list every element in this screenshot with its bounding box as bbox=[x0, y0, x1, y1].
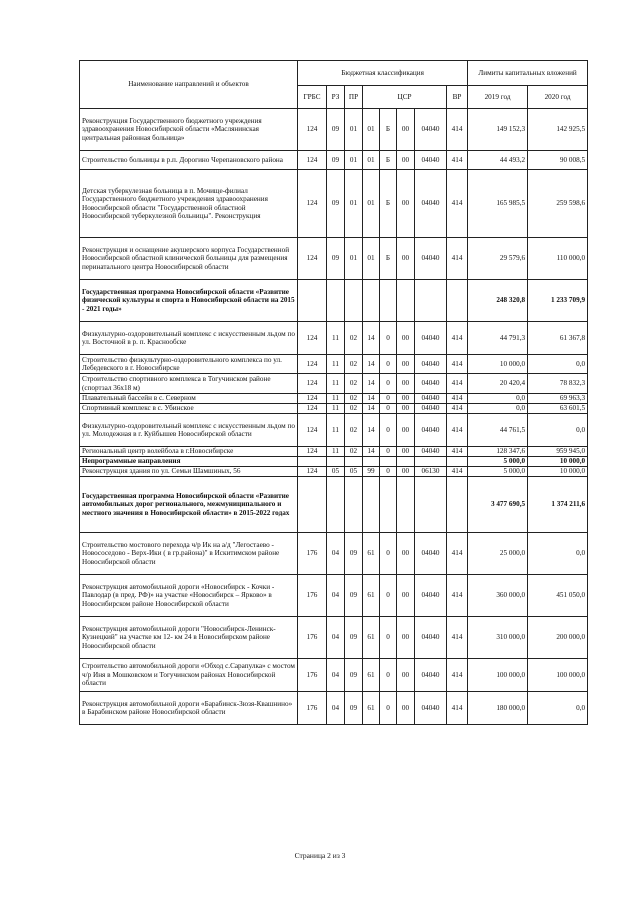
limit-2020-cell: 100 000,0 bbox=[528, 659, 588, 692]
limit-2019-cell: 3 477 690,5 bbox=[468, 477, 528, 533]
csr-subprogram-cell: 0 bbox=[380, 414, 397, 447]
csr-subprogram-cell: 0 bbox=[380, 447, 397, 457]
rz-cell: 11 bbox=[327, 447, 345, 457]
vr-cell bbox=[447, 280, 468, 322]
csr-program-cell: 61 bbox=[363, 575, 380, 617]
name-column-header: Наименование направлений и объектов bbox=[80, 61, 298, 109]
csr-subprogram-cell: 0 bbox=[380, 467, 397, 477]
grbs-cell: 124 bbox=[298, 151, 327, 170]
csr-program-cell: 14 bbox=[363, 355, 380, 374]
rz-cell bbox=[327, 477, 345, 533]
vr-cell bbox=[447, 477, 468, 533]
pr-header: ПР bbox=[345, 86, 363, 109]
limit-2019-cell: 100 000,0 bbox=[468, 659, 528, 692]
limit-2020-cell: 0,0 bbox=[528, 355, 588, 374]
csr-program-cell: 99 bbox=[363, 467, 380, 477]
limit-2019-cell: 310 000,0 bbox=[468, 617, 528, 659]
limit-2019-cell: 44 791,3 bbox=[468, 322, 528, 355]
table-row bbox=[80, 151, 588, 170]
limit-2020-cell: 0,0 bbox=[528, 692, 588, 725]
csr-direction-cell: 04040 bbox=[415, 109, 447, 151]
vr-cell: 414 bbox=[447, 374, 468, 394]
pr-cell: 02 bbox=[345, 394, 363, 404]
year-2019-header: 2019 год bbox=[468, 86, 528, 109]
vr-cell: 414 bbox=[447, 394, 468, 404]
csr-program-cell: 01 bbox=[363, 109, 380, 151]
grbs-cell bbox=[298, 457, 327, 467]
csr-direction-cell bbox=[415, 457, 447, 467]
csr-program-cell: 14 bbox=[363, 374, 380, 394]
csr-direction-cell bbox=[415, 280, 447, 322]
limit-2020-cell: 10 000,0 bbox=[528, 467, 588, 477]
csr-direction-cell: 04040 bbox=[415, 170, 447, 238]
limit-2020-cell: 63 601,5 bbox=[528, 404, 588, 414]
object-name: Плавательный бассейн в с. Северном bbox=[80, 394, 298, 404]
csr-subprogram-cell bbox=[380, 477, 397, 533]
limit-2019-cell: 10 000,0 bbox=[468, 355, 528, 374]
rz-cell bbox=[327, 280, 345, 322]
limit-2019-cell: 44 493,2 bbox=[468, 151, 528, 170]
vr-cell: 414 bbox=[447, 447, 468, 457]
limit-2020-cell: 110 000,0 bbox=[528, 238, 588, 280]
pr-cell: 09 bbox=[345, 659, 363, 692]
csr-event-cell: 00 bbox=[397, 109, 415, 151]
rz-cell: 09 bbox=[327, 170, 345, 238]
object-name: Государственная программа Новосибирской области «Развитие автомобильных дорог регионального, межмуниципального и местного значения в Новосибирской области» в 2015-2022 годах bbox=[80, 477, 298, 533]
rz-cell: 04 bbox=[327, 692, 345, 725]
object-name: Строительство больницы в р.п. Дорогино Черепановского района bbox=[80, 151, 298, 170]
rz-cell bbox=[327, 457, 345, 467]
csr-direction-cell: 04040 bbox=[415, 447, 447, 457]
csr-direction-cell: 04040 bbox=[415, 617, 447, 659]
csr-subprogram-cell: 0 bbox=[380, 692, 397, 725]
rz-cell: 11 bbox=[327, 355, 345, 374]
pr-cell: 09 bbox=[345, 575, 363, 617]
csr-program-cell: 14 bbox=[363, 404, 380, 414]
csr-program-cell: 14 bbox=[363, 394, 380, 404]
csr-direction-cell bbox=[415, 477, 447, 533]
rz-cell: 04 bbox=[327, 659, 345, 692]
pr-cell bbox=[345, 457, 363, 467]
vr-cell: 414 bbox=[447, 151, 468, 170]
csr-subprogram-cell: Б bbox=[380, 238, 397, 280]
csr-subprogram-cell: 0 bbox=[380, 659, 397, 692]
table-body bbox=[80, 109, 588, 725]
vr-cell: 414 bbox=[447, 355, 468, 374]
csr-direction-cell: 04040 bbox=[415, 414, 447, 447]
vr-cell: 414 bbox=[447, 109, 468, 151]
page-footer: Страница 2 из 3 bbox=[294, 851, 346, 860]
csr-subprogram-cell: 0 bbox=[380, 575, 397, 617]
limit-2020-cell: 142 925,5 bbox=[528, 109, 588, 151]
vr-cell: 414 bbox=[447, 238, 468, 280]
limit-2020-cell: 10 000,0 bbox=[528, 457, 588, 467]
grbs-cell bbox=[298, 280, 327, 322]
grbs-cell: 124 bbox=[298, 374, 327, 394]
rz-cell: 11 bbox=[327, 374, 345, 394]
pr-cell: 01 bbox=[345, 238, 363, 280]
object-name: Строительство автомобильной дороги «Обход с.Сарапулка» с мостом ч/р Иня в Мошковском и Тогучинском районах Новосибирской области bbox=[80, 659, 298, 692]
limit-2020-cell: 259 598,6 bbox=[528, 170, 588, 238]
csr-event-cell: 00 bbox=[397, 575, 415, 617]
table-row bbox=[80, 447, 588, 457]
csr-event-cell: 00 bbox=[397, 404, 415, 414]
table-row bbox=[80, 659, 588, 692]
vr-cell: 414 bbox=[447, 414, 468, 447]
csr-subprogram-cell: 0 bbox=[380, 394, 397, 404]
csr-event-cell: 00 bbox=[397, 170, 415, 238]
csr-direction-cell: 04040 bbox=[415, 659, 447, 692]
grbs-cell: 124 bbox=[298, 447, 327, 457]
object-name: Реконструкция автомобильной дороги «Барабинск-Зюзя-Квашнино» в Барабинском районе Новосибирской области bbox=[80, 692, 298, 725]
table-row bbox=[80, 533, 588, 575]
limit-2019-cell: 248 320,8 bbox=[468, 280, 528, 322]
grbs-cell: 124 bbox=[298, 467, 327, 477]
csr-direction-cell: 04040 bbox=[415, 575, 447, 617]
object-name: Реконструкция Государственного бюджетного учреждения здравоохранения Новосибирской области «Маслянинская центральная районная больница» bbox=[80, 109, 298, 151]
csr-subprogram-cell: 0 bbox=[380, 617, 397, 659]
csr-program-cell: 14 bbox=[363, 447, 380, 457]
csr-subprogram-cell: 0 bbox=[380, 533, 397, 575]
csr-event-cell: 00 bbox=[397, 394, 415, 404]
vr-cell: 414 bbox=[447, 170, 468, 238]
csr-program-cell: 61 bbox=[363, 533, 380, 575]
object-name: Строительство физкультурно-оздоровительного комплекса по ул. Лебедевского в г. Новосибирске bbox=[80, 355, 298, 374]
table-row bbox=[80, 692, 588, 725]
object-name: Региональный центр волейбола в г.Новосибирске bbox=[80, 447, 298, 457]
pr-cell: 01 bbox=[345, 109, 363, 151]
pr-cell bbox=[345, 280, 363, 322]
object-name: Физкультурно-оздоровительный комплекс с искусственным льдом по ул. Молодежная в г. Куйбышев Новосибирской области bbox=[80, 414, 298, 447]
grbs-cell: 124 bbox=[298, 404, 327, 414]
limit-2020-cell: 0,0 bbox=[528, 414, 588, 447]
grbs-cell: 176 bbox=[298, 575, 327, 617]
pr-cell bbox=[345, 477, 363, 533]
limit-2020-cell: 0,0 bbox=[528, 533, 588, 575]
csr-direction-cell: 04040 bbox=[415, 355, 447, 374]
vr-cell: 414 bbox=[447, 533, 468, 575]
limit-2019-cell: 180 000,0 bbox=[468, 692, 528, 725]
table-row bbox=[80, 394, 588, 404]
rz-cell: 11 bbox=[327, 404, 345, 414]
grbs-cell: 176 bbox=[298, 692, 327, 725]
csr-direction-cell: 04040 bbox=[415, 533, 447, 575]
grbs-cell: 124 bbox=[298, 238, 327, 280]
pr-cell: 02 bbox=[345, 404, 363, 414]
vr-cell: 414 bbox=[447, 617, 468, 659]
grbs-header: ГРБС bbox=[298, 86, 327, 109]
budget-table bbox=[79, 60, 588, 725]
pr-cell: 01 bbox=[345, 151, 363, 170]
table-row bbox=[80, 477, 588, 533]
csr-program-cell: 01 bbox=[363, 238, 380, 280]
object-name: Государственная программа Новосибирской области «Развитие физической культуры и спорта в Новосибирской области на 2015 - 2021 годы» bbox=[80, 280, 298, 322]
table-row bbox=[80, 322, 588, 355]
csr-event-cell bbox=[397, 457, 415, 467]
csr-subprogram-cell: Б bbox=[380, 151, 397, 170]
table-row bbox=[80, 404, 588, 414]
vr-cell: 414 bbox=[447, 659, 468, 692]
csr-direction-cell: 04040 bbox=[415, 151, 447, 170]
table-row bbox=[80, 355, 588, 374]
vr-header: ВР bbox=[447, 86, 468, 109]
csr-program-cell: 14 bbox=[363, 414, 380, 447]
limit-2020-cell: 90 008,5 bbox=[528, 151, 588, 170]
csr-subprogram-cell: 0 bbox=[380, 374, 397, 394]
rz-cell: 04 bbox=[327, 575, 345, 617]
rz-header: РЗ bbox=[327, 86, 345, 109]
csr-event-cell: 00 bbox=[397, 322, 415, 355]
csr-subprogram-cell: 0 bbox=[380, 322, 397, 355]
csr-program-cell: 61 bbox=[363, 692, 380, 725]
csr-program-cell bbox=[363, 280, 380, 322]
limit-2019-cell: 5 000,0 bbox=[468, 457, 528, 467]
table-row bbox=[80, 617, 588, 659]
csr-header: ЦСР bbox=[363, 86, 447, 109]
object-name: Реконструкция автомобильной дороги «Новосибирск - Кочки - Павлодар (в пред. РФ)» на участке «Новосибирск – Ярково» в Новосибирском районе Новосибирской области bbox=[80, 575, 298, 617]
csr-subprogram-cell: 0 bbox=[380, 355, 397, 374]
csr-direction-cell: 04040 bbox=[415, 322, 447, 355]
csr-direction-cell: 04040 bbox=[415, 692, 447, 725]
budget-classification-header: Бюджетная классификация bbox=[298, 61, 468, 86]
limit-2020-cell: 1 374 211,6 bbox=[528, 477, 588, 533]
pr-cell: 02 bbox=[345, 447, 363, 457]
object-name: Физкультурно-оздоровительный комплекс с искусственным льдом по ул. Восточной в р. п. Краснообске bbox=[80, 322, 298, 355]
grbs-cell: 176 bbox=[298, 533, 327, 575]
rz-cell: 09 bbox=[327, 151, 345, 170]
csr-subprogram-cell: 0 bbox=[380, 404, 397, 414]
vr-cell: 414 bbox=[447, 692, 468, 725]
limits-header: Лимиты капитальных вложений bbox=[468, 61, 588, 86]
csr-event-cell: 00 bbox=[397, 238, 415, 280]
limit-2019-cell: 360 000,0 bbox=[468, 575, 528, 617]
limit-2019-cell: 5 000,0 bbox=[468, 467, 528, 477]
csr-direction-cell: 04040 bbox=[415, 374, 447, 394]
vr-cell bbox=[447, 457, 468, 467]
object-name: Реконструкция автомобильной дороги "Новосибирск-Ленинск-Кузнецкий" на участке км 12- км 24 в Новосибирском районе Новосибирской области bbox=[80, 617, 298, 659]
rz-cell: 09 bbox=[327, 238, 345, 280]
limit-2020-cell: 69 963,3 bbox=[528, 394, 588, 404]
rz-cell: 04 bbox=[327, 617, 345, 659]
csr-event-cell: 00 bbox=[397, 533, 415, 575]
limit-2019-cell: 29 579,6 bbox=[468, 238, 528, 280]
object-name: Непрограммные направления bbox=[80, 457, 298, 467]
pr-cell: 05 bbox=[345, 467, 363, 477]
csr-event-cell: 00 bbox=[397, 467, 415, 477]
pr-cell: 02 bbox=[345, 414, 363, 447]
csr-event-cell: 00 bbox=[397, 617, 415, 659]
limit-2020-cell: 1 233 709,9 bbox=[528, 280, 588, 322]
year-2020-header: 2020 год bbox=[528, 86, 588, 109]
csr-event-cell: 00 bbox=[397, 414, 415, 447]
vr-cell: 414 bbox=[447, 322, 468, 355]
limit-2019-cell: 20 420,4 bbox=[468, 374, 528, 394]
csr-event-cell: 00 bbox=[397, 692, 415, 725]
grbs-cell: 124 bbox=[298, 322, 327, 355]
csr-program-cell: 14 bbox=[363, 322, 380, 355]
pr-cell: 01 bbox=[345, 170, 363, 238]
grbs-cell: 124 bbox=[298, 109, 327, 151]
grbs-cell: 124 bbox=[298, 355, 327, 374]
grbs-cell bbox=[298, 477, 327, 533]
pr-cell: 09 bbox=[345, 617, 363, 659]
table-row bbox=[80, 109, 588, 151]
csr-event-cell bbox=[397, 477, 415, 533]
grbs-cell: 124 bbox=[298, 414, 327, 447]
table-row bbox=[80, 414, 588, 447]
table-row bbox=[80, 575, 588, 617]
rz-cell: 11 bbox=[327, 394, 345, 404]
grbs-cell: 124 bbox=[298, 170, 327, 238]
limit-2019-cell: 44 761,5 bbox=[468, 414, 528, 447]
csr-program-cell: 61 bbox=[363, 659, 380, 692]
object-name: Строительство мостового перехода ч/р Ик на а/д "Легостаево - Новососедово - Верх-Ики ( в гр.района)" в Искитимском районе Новосибирской области bbox=[80, 533, 298, 575]
csr-direction-cell: 06130 bbox=[415, 467, 447, 477]
csr-event-cell: 00 bbox=[397, 447, 415, 457]
limit-2020-cell: 61 367,8 bbox=[528, 322, 588, 355]
csr-program-cell: 61 bbox=[363, 617, 380, 659]
limit-2019-cell: 0,0 bbox=[468, 394, 528, 404]
grbs-cell: 176 bbox=[298, 617, 327, 659]
grbs-cell: 176 bbox=[298, 659, 327, 692]
rz-cell: 05 bbox=[327, 467, 345, 477]
rz-cell: 04 bbox=[327, 533, 345, 575]
table-row bbox=[80, 374, 588, 394]
vr-cell: 414 bbox=[447, 467, 468, 477]
limit-2019-cell: 0,0 bbox=[468, 404, 528, 414]
rz-cell: 11 bbox=[327, 322, 345, 355]
csr-subprogram-cell bbox=[380, 457, 397, 467]
limit-2019-cell: 25 000,0 bbox=[468, 533, 528, 575]
csr-program-cell: 01 bbox=[363, 170, 380, 238]
pr-cell: 09 bbox=[345, 533, 363, 575]
limit-2020-cell: 200 000,0 bbox=[528, 617, 588, 659]
object-name: Реконструкция и оснащение акушерского корпуса Государственной Новосибирской областной клинической больницы для размещения перинатального центра Новосибирской области bbox=[80, 238, 298, 280]
table-row bbox=[80, 170, 588, 238]
object-name: Строительство спортивного комплекса в Тогучинском районе (спортзал 36х18 м) bbox=[80, 374, 298, 394]
csr-subprogram-cell: Б bbox=[380, 170, 397, 238]
table-row bbox=[80, 467, 588, 477]
pr-cell: 09 bbox=[345, 692, 363, 725]
object-name: Детская туберкулезная больница в п. Мочище-филиал Государственного бюджетного учреждения здравоохранения Новосибирской области "Государственной областной Новосибирской туберкулезной больницы". Реконструкция bbox=[80, 170, 298, 238]
csr-event-cell: 00 bbox=[397, 355, 415, 374]
table-row bbox=[80, 280, 588, 322]
csr-subprogram-cell: Б bbox=[380, 109, 397, 151]
pr-cell: 02 bbox=[345, 322, 363, 355]
limit-2020-cell: 959 945,0 bbox=[528, 447, 588, 457]
limit-2020-cell: 78 832,3 bbox=[528, 374, 588, 394]
csr-program-cell bbox=[363, 457, 380, 467]
limit-2019-cell: 149 152,3 bbox=[468, 109, 528, 151]
grbs-cell: 124 bbox=[298, 394, 327, 404]
csr-event-cell: 00 bbox=[397, 374, 415, 394]
table-row bbox=[80, 238, 588, 280]
csr-event-cell: 00 bbox=[397, 659, 415, 692]
limit-2019-cell: 128 347,6 bbox=[468, 447, 528, 457]
csr-program-cell bbox=[363, 477, 380, 533]
pr-cell: 02 bbox=[345, 355, 363, 374]
limit-2019-cell: 165 985,5 bbox=[468, 170, 528, 238]
csr-direction-cell: 04040 bbox=[415, 404, 447, 414]
csr-event-cell bbox=[397, 280, 415, 322]
csr-subprogram-cell bbox=[380, 280, 397, 322]
object-name: Спортивный комплекс в с. Убинское bbox=[80, 404, 298, 414]
vr-cell: 414 bbox=[447, 575, 468, 617]
pr-cell: 02 bbox=[345, 374, 363, 394]
limit-2020-cell: 451 050,0 bbox=[528, 575, 588, 617]
vr-cell: 414 bbox=[447, 404, 468, 414]
rz-cell: 09 bbox=[327, 109, 345, 151]
csr-direction-cell: 04040 bbox=[415, 238, 447, 280]
rz-cell: 11 bbox=[327, 414, 345, 447]
table-row bbox=[80, 457, 588, 467]
csr-event-cell: 00 bbox=[397, 151, 415, 170]
object-name: Реконструкция здания по ул. Семьи Шамшиных, 56 bbox=[80, 467, 298, 477]
csr-direction-cell: 04040 bbox=[415, 394, 447, 404]
csr-program-cell: 01 bbox=[363, 151, 380, 170]
